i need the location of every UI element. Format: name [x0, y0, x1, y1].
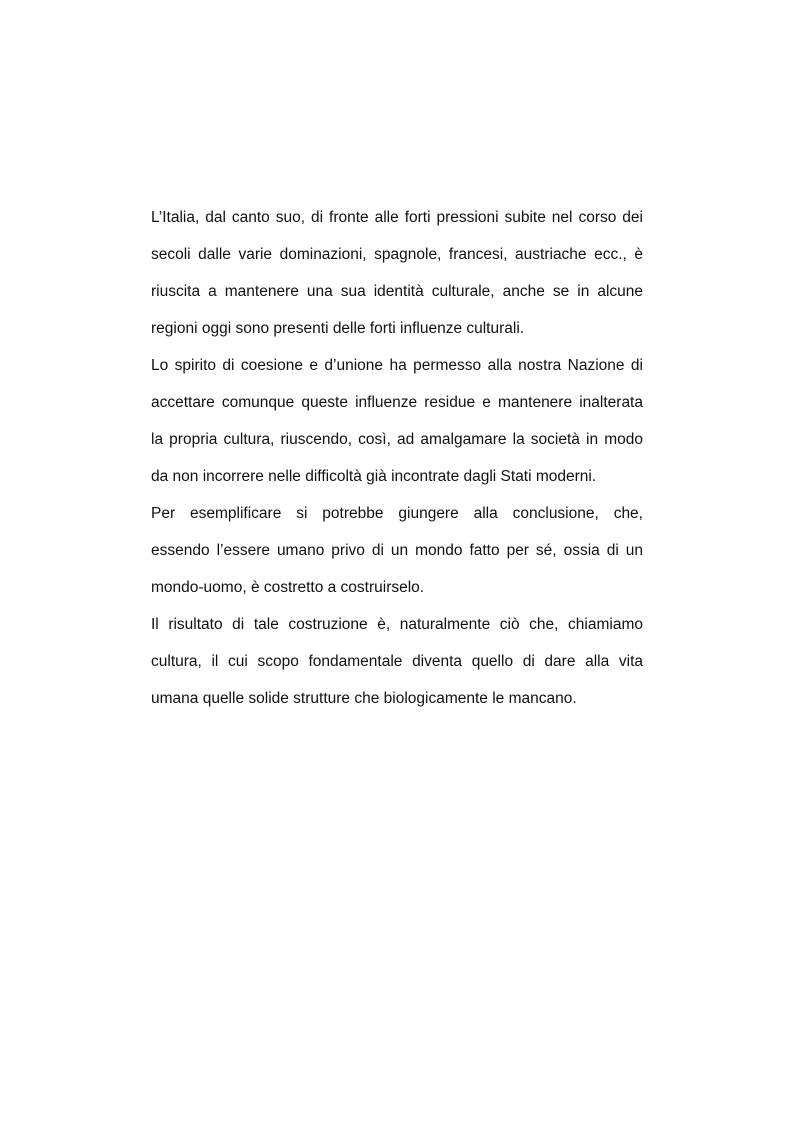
body-text: [151, 199, 643, 717]
text-line: da non incorrere nelle difficoltà già incontrate dagli Stati moderni.: [151, 468, 597, 485]
text-line: essendo l’essere umano privo di un mondo fatto per sé, ossia di un: [151, 542, 643, 559]
text-line: mondo-uomo, è costretto a costruirselo.: [151, 579, 425, 596]
text-line: umana quelle solide strutture che biologicamente le mancano.: [151, 690, 577, 707]
text-line: accettare comunque queste influenze residue e mantenere inalterata: [151, 394, 643, 411]
text-line: cultura, il cui scopo fondamentale diventa quello di dare alla vita: [151, 653, 643, 670]
text-line: Per esemplificare si potrebbe giungere alla conclusione, che,: [151, 505, 643, 522]
text-line: la propria cultura, riuscendo, così, ad amalgamare la società in modo: [151, 431, 643, 448]
text-line: secoli dalle varie dominazioni, spagnole, francesi, austriache ecc., è: [151, 246, 643, 263]
text-line: Lo spirito di coesione e d’unione ha permesso alla nostra Nazione di: [151, 357, 643, 374]
text-line: L’Italia, dal canto suo, di fronte alle forti pressioni subite nel corso dei: [151, 209, 643, 226]
text-line: riuscita a mantenere una sua identità culturale, anche se in alcune: [151, 283, 643, 300]
text-line: Il risultato di tale costruzione è, naturalmente ciò che, chiamiamo: [151, 616, 643, 633]
text-line: regioni oggi sono presenti delle forti influenze culturali.: [151, 320, 525, 337]
